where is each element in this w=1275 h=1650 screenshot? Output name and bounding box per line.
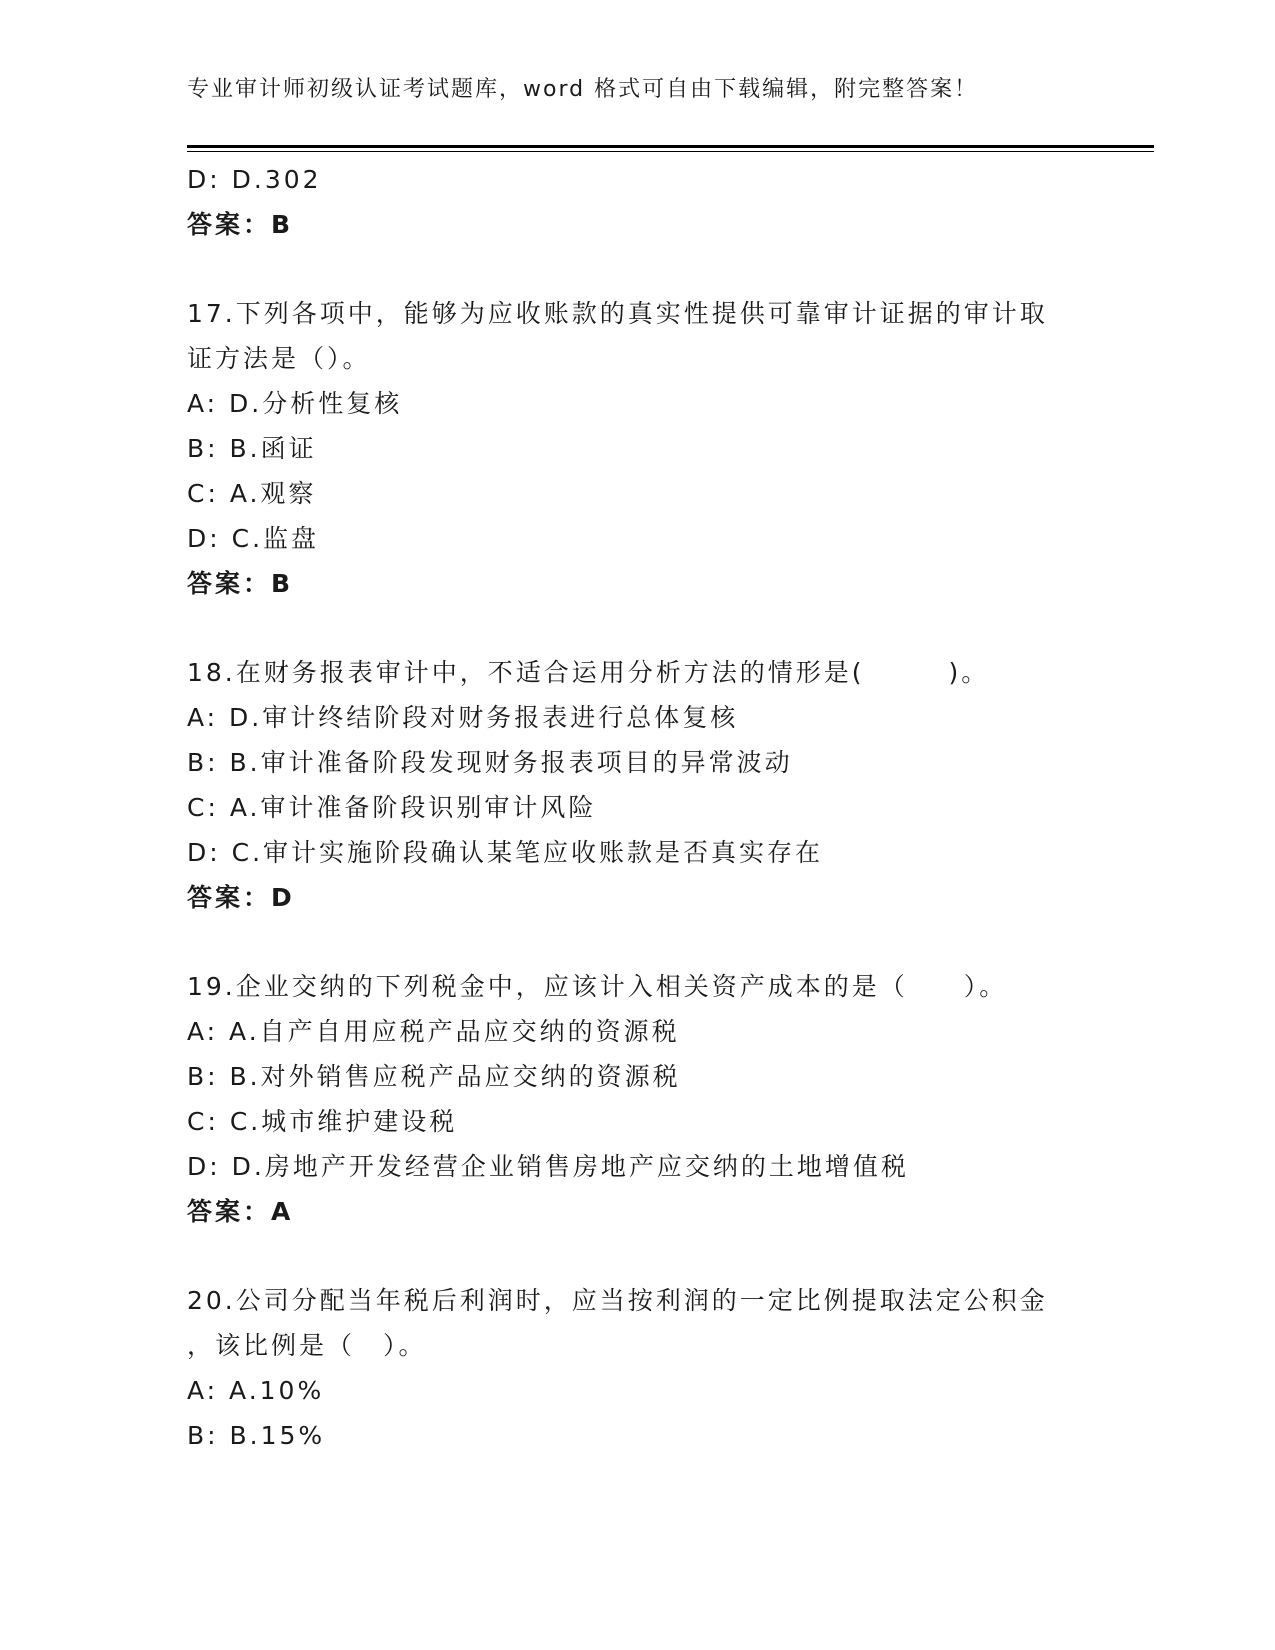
q17-stem-line2: 证方法是（）。	[187, 344, 371, 373]
q19-option-d: D: D.房地产开发经营企业销售房地产应交纳的土地增值税	[187, 1152, 909, 1181]
q18-stem-line1: 18.在财务报表审计中，不适合运用分析方法的情形是( )。	[187, 658, 990, 687]
q17-option-d: D: C.监盘	[187, 524, 320, 553]
q20-stem-line1: 20.公司分配当年税后利润时，应当按利润的一定比例提取法定公积金	[187, 1286, 1048, 1315]
header-rule-thin	[187, 151, 1154, 152]
q17-answer: 答案：B	[187, 569, 294, 598]
q18-option-a: A: D.审计终结阶段对财务报表进行总体复核	[187, 703, 739, 732]
question-content	[187, 157, 1087, 1458]
spacer	[187, 247, 1087, 291]
spacer	[187, 606, 1087, 650]
q18-answer: 答案：D	[187, 883, 295, 912]
spacer	[187, 1234, 1087, 1278]
q18-option-b: B: B.审计准备阶段发现财务报表项目的异常波动	[187, 748, 793, 777]
page-header: 专业审计师初级认证考试题库，word 格式可自由下载编辑，附完整答案！	[187, 77, 979, 102]
q17-option-b: B: B.函证	[187, 434, 317, 463]
q18-option-c: C: A.审计准备阶段识别审计风险	[187, 793, 597, 822]
prev-answer: 答案：B	[187, 210, 294, 239]
q20-option-a: A: A.10%	[187, 1376, 325, 1405]
q20-option-b: B: B.15%	[187, 1421, 326, 1450]
header-rule-thick	[187, 145, 1154, 148]
spacer	[187, 920, 1087, 964]
q17-option-c: C: A.观察	[187, 479, 317, 508]
q19-option-c: C: C.城市维护建设税	[187, 1107, 458, 1136]
q18-option-d: D: C.审计实施阶段确认某笔应收账款是否真实存在	[187, 838, 824, 867]
prev-option-d: D: D.302	[187, 165, 322, 194]
q17-option-a: A: D.分析性复核	[187, 389, 403, 418]
q17-stem-line1: 17.下列各项中，能够为应收账款的真实性提供可靠审计证据的审计取	[187, 299, 1048, 328]
q19-option-a: A: A.自产自用应税产品应交纳的资源税	[187, 1017, 680, 1046]
q19-option-b: B: B.对外销售应税产品应交纳的资源税	[187, 1062, 681, 1091]
q19-stem-line1: 19.企业交纳的下列税金中，应该计入相关资产成本的是（ ）。	[187, 972, 1008, 1001]
q19-answer: 答案：A	[187, 1197, 294, 1226]
q20-stem-line2: ，该比例是（ ）。	[187, 1331, 427, 1360]
